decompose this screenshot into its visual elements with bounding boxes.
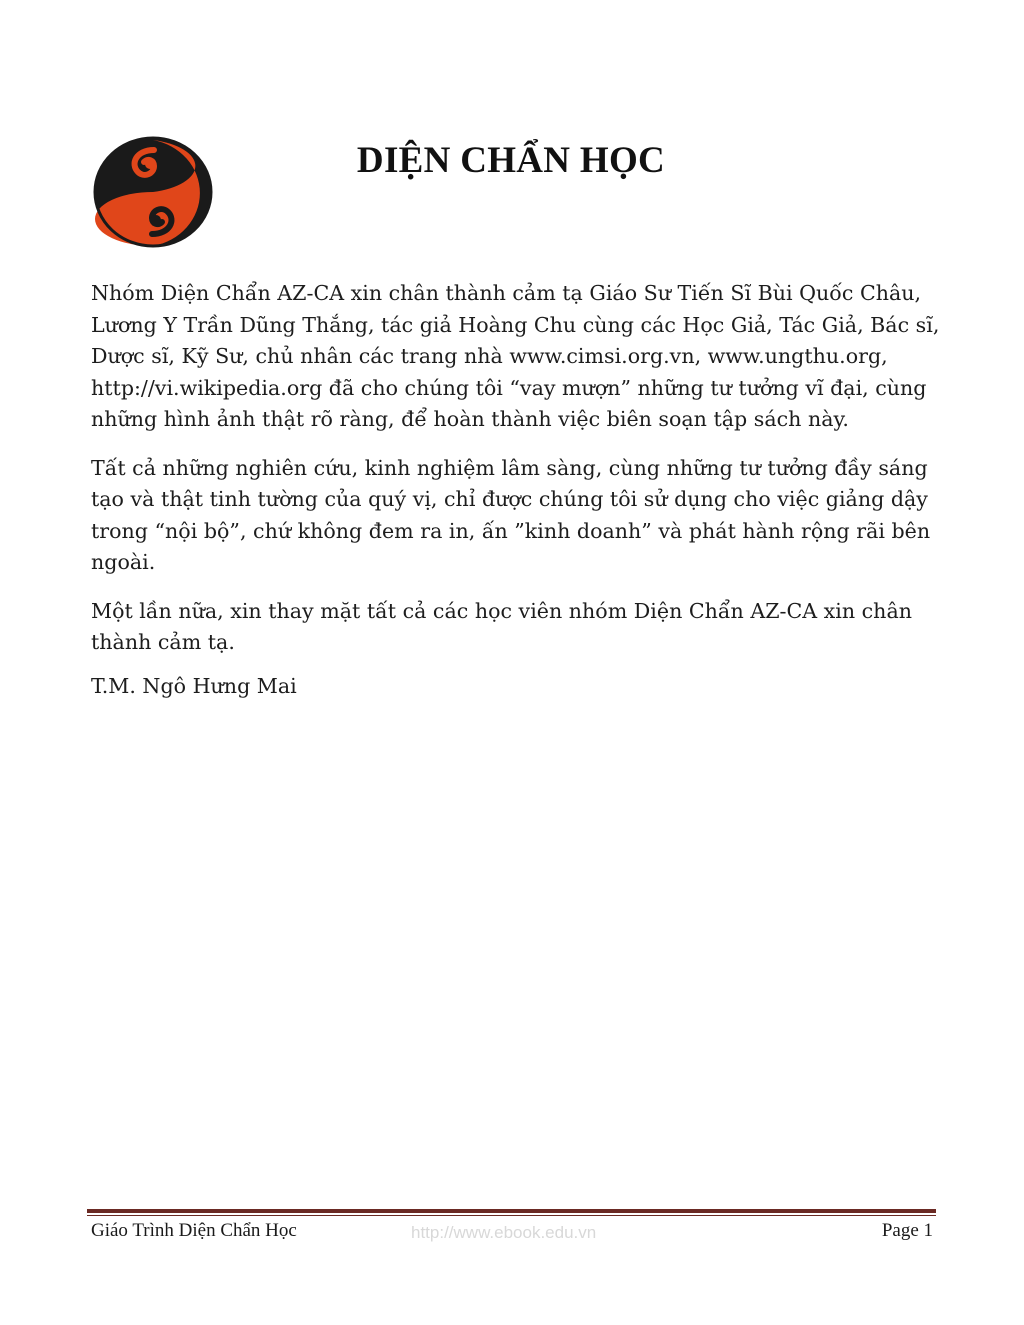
page-title: DIỆN CHẨN HỌC xyxy=(356,140,666,181)
paragraph: Một lần nữa, xin thay mặt tất cả các học viên nhóm Diện Chẩn AZ-CA xin chân thành cảm tạ. xyxy=(91,598,912,654)
paragraph: Tất cả những nghiên cứu, kinh nghiệm lâm sàng, cùng những tư tưởng đầy sáng tạo và thật tinh tường của quý vị, chỉ được chúng tôi sử dụng cho việc giảng dậy trong “nội bộ”, chứ không đem ra in, ấn ”kinh doanh” và phát hành rộng rãi bên ngoài. xyxy=(91,455,931,574)
yin-yang-logo xyxy=(92,136,214,248)
footer-divider xyxy=(87,1209,936,1213)
paragraph: Nhóm Diện Chẩn AZ-CA xin chân thành cảm tạ Giáo Sư Tiến Sĩ Bùi Quốc Châu, Lương Y Trần Dũng Thắng, tác giả Hoàng Chu cùng các Học Giả, Tác Giả, Bác sĩ, Dược sĩ, Kỹ Sư, chủ nhân các trang nhà www.cimsi.org.vn, www.ungthu.org, http://vi.wikipedia.org đã cho chúng tôi “vay mượn” những tư tưởng vĩ đại, cùng những hình ảnh thật rõ ràng, để hoàn thành việc biên soạn tập sách này. xyxy=(91,281,940,431)
page-number: Page 1 xyxy=(881,1220,933,1241)
acknowledgement-text xyxy=(91,278,941,676)
signature: T.M. Ngô Hưng Mai xyxy=(91,674,297,698)
footer-watermark: http://www.ebook.edu.vn xyxy=(411,1223,597,1242)
footer-divider-thin xyxy=(87,1215,936,1216)
yin-yang-icon xyxy=(92,136,214,248)
footer-book-title: Giáo Trình Diện Chẩn Học xyxy=(91,1220,297,1241)
